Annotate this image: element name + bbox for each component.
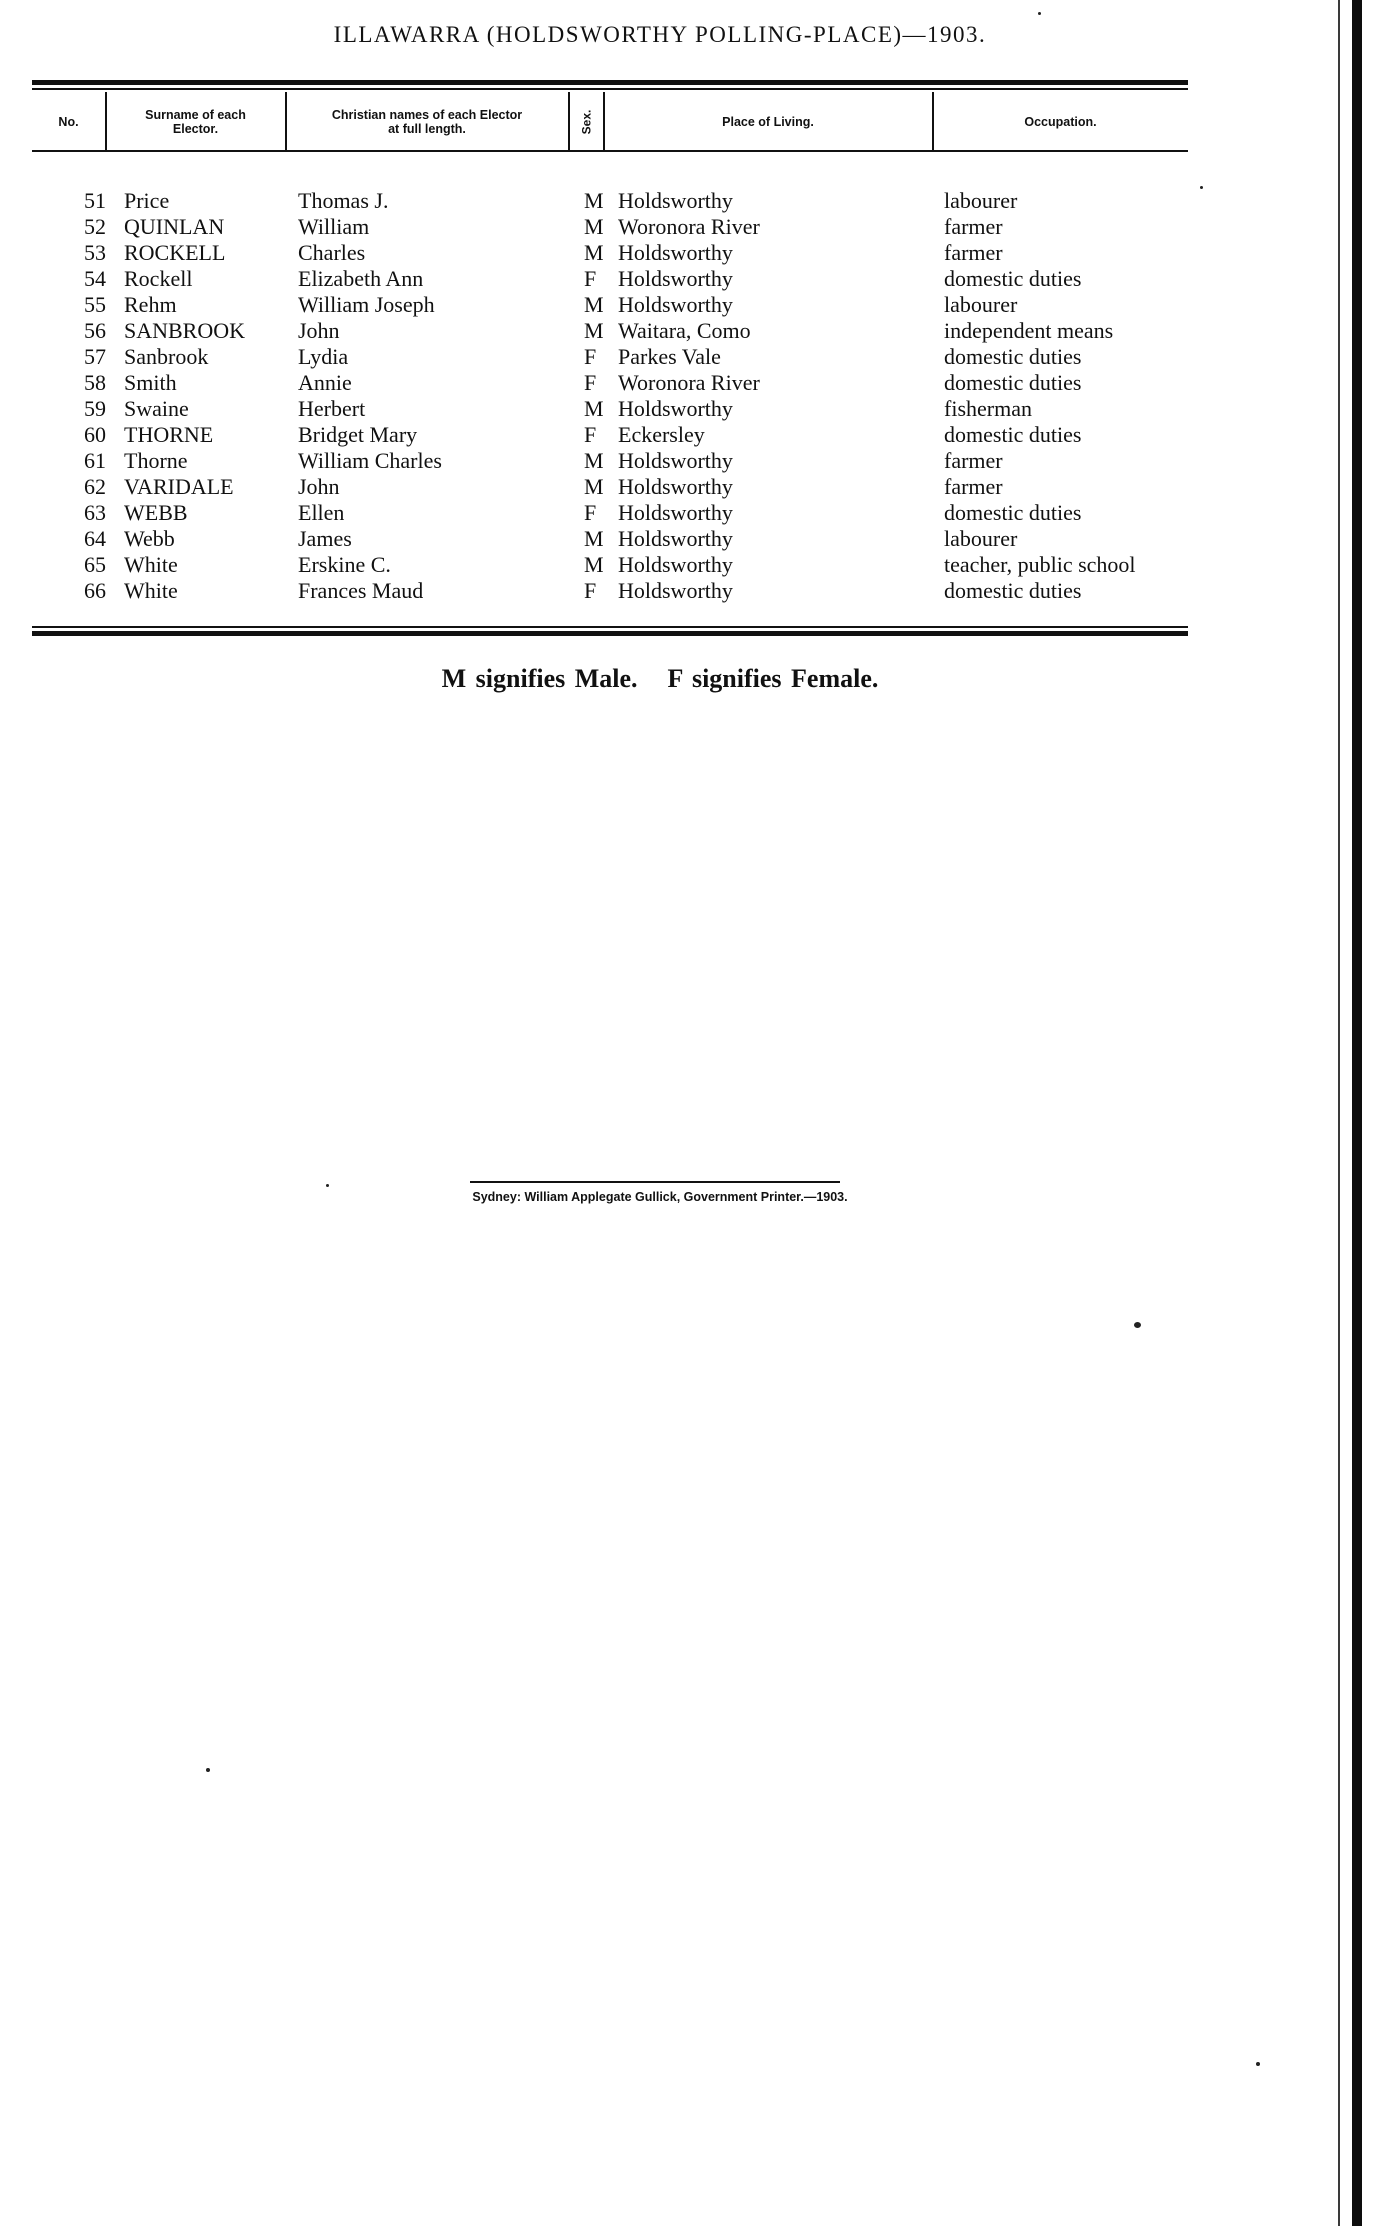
elector-occupation: farmer [944,448,1003,473]
sex-legend [0,664,1320,694]
elector-number: 52 [84,214,106,239]
elector-surname: Swaine [124,396,189,421]
elector-number: 57 [84,344,106,369]
elector-occupation: independent means [944,318,1114,343]
elector-number: 51 [84,188,106,213]
table-row [0,578,1200,604]
elector-sex: M [584,214,604,239]
elector-christian-names: William Charles [298,448,442,473]
elector-sex: F [584,500,597,525]
elector-christian-names: Erskine C. [298,552,391,577]
page-title: ILLAWARRA (HOLDSWORTHY POLLING-PLACE)—1903. [333,22,987,47]
elector-sex: M [584,318,604,343]
elector-sex: M [584,292,604,317]
table-row [0,552,1200,578]
header-surname-line2: Elector. [172,122,219,136]
table-row [0,474,1200,500]
table-bottom-rule [32,631,1188,636]
elector-occupation: domestic duties [944,344,1082,369]
elector-occupation: domestic duties [944,578,1082,603]
table-row [0,500,1200,526]
elector-place-of-living: Woronora River [618,370,760,395]
table-top-rule [32,80,1188,85]
elector-christian-names: Herbert [298,396,366,421]
elector-sex: F [584,578,597,603]
elector-number: 59 [84,396,106,421]
imprint-rule [470,1181,840,1183]
elector-surname: WEBB [124,500,188,525]
table-row [0,448,1200,474]
header-place-of-living: Place of Living. [722,115,814,129]
table-row [0,526,1200,552]
elector-occupation: domestic duties [944,422,1082,447]
scan-speck [1038,12,1041,15]
elector-surname: Rehm [124,292,177,317]
elector-occupation: domestic duties [944,500,1082,525]
elector-sex: M [584,526,604,551]
table-row [0,396,1200,422]
elector-place-of-living: Holdsworthy [618,396,733,421]
elector-christian-names: Charles [298,240,366,265]
printer-imprint: Sydney: William Applegate Gullick, Government Printer.—1903. [472,1190,848,1204]
elector-place-of-living: Holdsworthy [618,292,733,317]
header-bottom-rule [32,150,1188,152]
elector-surname: White [124,552,178,577]
elector-occupation: farmer [944,214,1003,239]
scan-speck [1256,2062,1260,2066]
scan-speck [206,1768,210,1772]
elector-sex: M [584,448,604,473]
elector-place-of-living: Holdsworthy [618,474,733,499]
elector-surname: White [124,578,178,603]
elector-number: 60 [84,422,106,447]
elector-surname: ROCKELL [124,240,226,265]
elector-sex: F [584,266,597,291]
elector-christian-names: Thomas J. [298,188,389,213]
scan-speck [326,1184,329,1187]
elector-sex: F [584,344,597,369]
elector-number: 63 [84,500,106,525]
elector-number: 54 [84,266,106,291]
header-surname-line1: Surname of each [145,108,246,122]
elector-occupation: farmer [944,240,1003,265]
header-christian-line2: at full length. [388,122,466,136]
elector-occupation: farmer [944,474,1003,499]
header-christian-line1: Christian names of each Elector [331,108,523,122]
elector-place-of-living: Holdsworthy [618,240,733,265]
page-edge-shadow [1352,0,1362,2226]
legend-male: M signifies Male. [441,664,638,693]
table-row [0,422,1200,448]
table-row [0,292,1200,318]
header-surname [106,96,285,148]
elector-sex: M [584,396,604,421]
elector-christian-names: Lydia [298,344,349,369]
legend-female: F signifies Female. [667,664,879,693]
elector-place-of-living: Waitara, Como [618,318,751,343]
elector-place-of-living: Woronora River [618,214,760,239]
elector-christian-names: Frances Maud [298,578,424,603]
table-row [0,214,1200,240]
elector-surname: THORNE [124,422,214,447]
elector-place-of-living: Holdsworthy [618,188,733,213]
elector-surname: VARIDALE [124,474,234,499]
header-no: No. [58,115,79,129]
elector-surname: Smith [124,370,177,395]
elector-place-of-living: Parkes Vale [618,344,721,369]
elector-sex: M [584,552,604,577]
elector-surname: Webb [124,526,175,551]
elector-number: 58 [84,370,106,395]
elector-christian-names: Annie [298,370,352,395]
scan-speck [1200,186,1203,189]
elector-surname: SANBROOK [124,318,246,343]
table-top-rule-thin [32,88,1188,90]
scan-speck [1134,1322,1141,1328]
elector-christian-names: John [298,474,340,499]
elector-number: 61 [84,448,106,473]
elector-occupation: fisherman [944,396,1032,421]
elector-christian-names: Bridget Mary [298,422,418,447]
table-row [0,318,1200,344]
elector-sex: M [584,240,604,265]
elector-place-of-living: Holdsworthy [618,266,733,291]
header-occupation: Occupation. [1024,115,1097,129]
elector-christian-names: Elizabeth Ann [298,266,424,291]
elector-sex: F [584,370,597,395]
elector-surname: Price [124,188,170,213]
elector-number: 62 [84,474,106,499]
table-row [0,266,1200,292]
table-row [0,370,1200,396]
elector-occupation: teacher, public school [944,552,1136,577]
elector-occupation: labourer [944,292,1018,317]
header-sex: Sex. [579,109,593,135]
elector-place-of-living: Holdsworthy [618,448,733,473]
elector-number: 55 [84,292,106,317]
elector-occupation: labourer [944,188,1018,213]
elector-surname: Rockell [124,266,193,291]
elector-christian-names: John [298,318,340,343]
elector-christian-names: William Joseph [298,292,435,317]
elector-christian-names: William [298,214,370,239]
elector-sex: F [584,422,597,447]
header-christian-names [286,96,568,148]
elector-place-of-living: Holdsworthy [618,526,733,551]
elector-place-of-living: Holdsworthy [618,552,733,577]
elector-surname: Thorne [124,448,188,473]
elector-occupation: labourer [944,526,1018,551]
table-bottom-rule-thin [32,626,1188,628]
elector-number: 66 [84,578,106,603]
table-row [0,344,1200,370]
page-edge-line [1338,0,1340,2226]
elector-number: 64 [84,526,106,551]
elector-list [0,188,1200,604]
elector-number: 53 [84,240,106,265]
elector-surname: Sanbrook [124,344,209,369]
elector-christian-names: Ellen [298,500,345,525]
table-row [0,240,1200,266]
elector-place-of-living: Holdsworthy [618,500,733,525]
elector-occupation: domestic duties [944,266,1082,291]
table-row [0,188,1200,214]
elector-occupation: domestic duties [944,370,1082,395]
elector-sex: M [584,188,604,213]
elector-place-of-living: Holdsworthy [618,578,733,603]
elector-place-of-living: Eckersley [618,422,705,447]
elector-number: 56 [84,318,106,343]
elector-sex: M [584,474,604,499]
elector-christian-names: James [298,526,352,551]
elector-number: 65 [84,552,106,577]
elector-surname: QUINLAN [124,214,225,239]
